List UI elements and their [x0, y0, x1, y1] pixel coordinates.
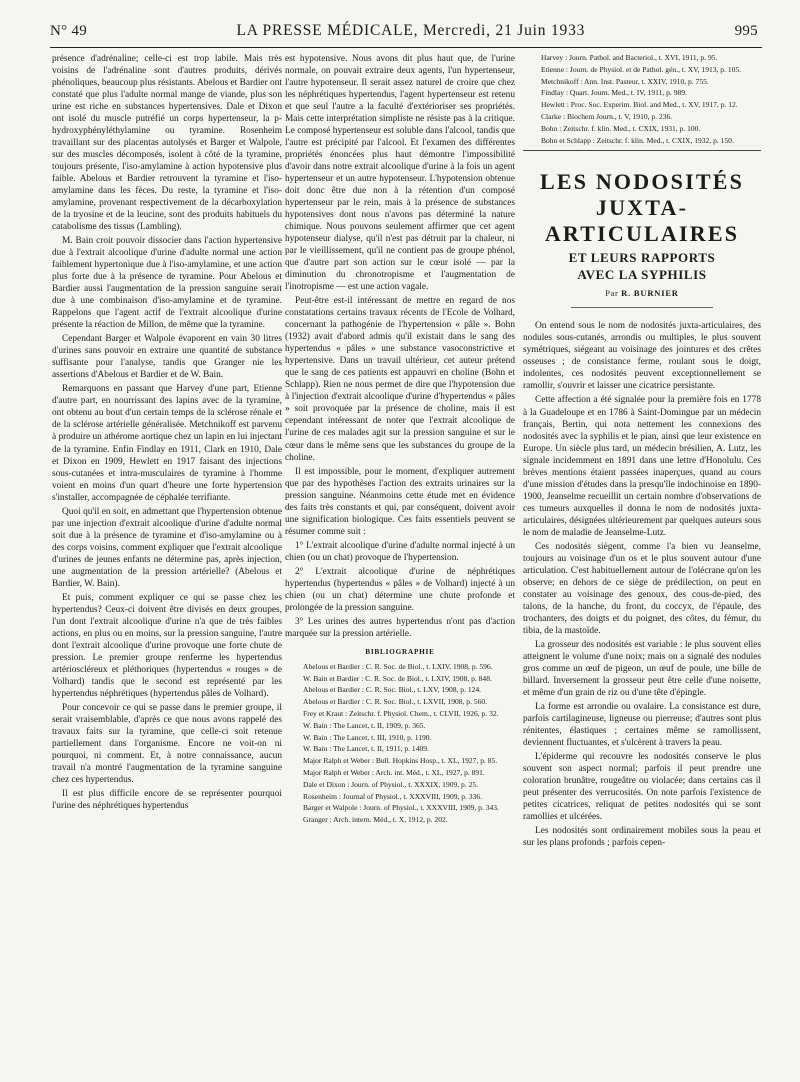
bibliography-entry: Abelous et Bardier : C. R. Soc. Biol., t. LXVII, 1908, p. 560. — [303, 697, 488, 707]
bibliography-entry: Hewlett : Proc. Soc. Experim. Biol. and Med., t. XV, 1917, p. 12. — [541, 100, 738, 110]
author-name: R. BURNIER — [621, 288, 679, 299]
paragraph: M. Bain croit pouvoir dissocier dans l'action hypertensive due à l'extrait alcoolique d'urine d'adulte normal une action faiblement hypertonique due à l'iso-amylamine, et une action plus forte due à la présence de tyramine. Pour Abelous et Bardier aussi l'augmentation de la pression sanguine serait due à une combinaison d'iso-amylamine et de tyramine. Rappelons que l'agent actif de l'extrait alcoolique d'urine présente la réaction de Millon, de même que la tyramine. — [52, 236, 282, 331]
bibliography-list — [285, 662, 515, 825]
page-number: 995 — [734, 23, 758, 39]
article-separator — [523, 150, 761, 151]
article-body — [523, 320, 761, 849]
paragraph: Les nodosités sont ordinairement mobiles sous la peau et sur les plans profonds ; parfois cepen- — [523, 826, 761, 849]
bibliography-entry: Barger et Walpole : Journ. of Physiol., t. XXXVIII, 1909, p. 343. — [303, 803, 499, 813]
paragraph: Pour concevoir ce qui se passe dans le premier groupe, il serait vraisemblable, d'après ce que nous avons rappelé des travaux faits sur la tyramine, que celle-ci soit retenue partiellement dans l'organisme. Encore ne voit-on ni pourquoi, ni comment. Et, à notre connaissance, aucun travail n'a montré l'augmentation de la tyramine sanguine chez ces hypertendus. — [52, 702, 282, 785]
article-subtitle-line: AVEC LA SYPHILIS — [577, 267, 707, 283]
bibliography-entry: W. Bain et Bardier : C. R. Soc. de Biol., t. LXIV, 1908, p. 848. — [303, 673, 492, 683]
journal-title: LA PRESSE MÉDICALE, Mercredi, 21 Juin 1933 — [236, 22, 586, 39]
bibliography-heading: BIBLIOGRAPHIE — [365, 647, 435, 656]
bibliography-entry: Clarke : Biochem Journ., t. V, 1910, p. 236. — [541, 111, 673, 121]
paragraph: On entend sous le nom de nodosités juxta-articulaires, des nodules sous-cutanés, arrondis ou multiples, le plus souvent symétriques, siégeant au voisinage des jointures et des crêtes osseuses ; de consistance ferme, roulant sous le doigt, indolentes, ces nodosités peuvent exceptionnellement se ramollir, s'ouvrir et laisser une cicatrice persistante. — [523, 321, 761, 392]
article-subtitle-line: ET LEURS RAPPORTS — [568, 250, 716, 266]
bibliography-continued — [523, 53, 761, 145]
article-title-line: JUXTA-ARTICULAIRES — [544, 195, 740, 247]
byline-prefix: Par — [605, 288, 619, 299]
paragraph: Et puis, comment expliquer ce qui se passe chez les hypertendus? Ceux-ci doivent être divisés en deux groupes, l'un dont l'extrait alcoolique d'urine n'a que de très faibles actions, en plus ou en moins, sur la pression sanguine, l'autre dont l'extrait alcoolique d'urine provoque une forte chute de pression. Le premier groupe renferme les hypertendus artérioscléreux et pléthoriques (hypertendus « rouges » de Volhard) tandis que le second est représenté par les hypertendus néphrétiques (hypertendus pâles de Volhard). — [52, 592, 282, 699]
bibliography-entry: Frey et Kraut : Zeitschr. f. Physiol. Chem., t. CLVII, 1926, p. 32. — [303, 708, 499, 718]
column-right — [523, 53, 761, 851]
paragraph: L'épiderme qui recouvre les nodosités conserve le plus souvent son aspect normal; parfois il peut prendre une coloration brunâtre, rougeâtre ou violacée; dans certains cas il peut présenter des verrucosités. On note parfois l'existence de petites cicatrices, reliquat de petites nodosités qui se sont ramollies et ulcérées. — [523, 751, 761, 823]
bibliography-entry: Major Ralph et Weber : Bull. Hopkins Hosp., t. XL, 1927, p. 85. — [303, 756, 498, 766]
paragraph: Il est plus difficile encore de se représenter pourquoi l'urine des néphrétiques hypertendus — [52, 788, 282, 811]
bibliography-entry: Dale et Dixon : Journ. of Physiol., t. XXXIX, 1909, p. 25. — [303, 779, 479, 789]
byline-rule — [571, 307, 714, 308]
bibliography-entry: Major Ralph et Weber : Arch. int. Méd., t. XL, 1927, p. 891. — [303, 767, 485, 777]
paragraph: 3° Les urines des autres hypertendus n'ont pas d'action marquée sur la pression artérielle. — [285, 616, 515, 639]
bibliography-entry: Rosenheim : Journal of Physiol., t. XXXVIII, 1909, p. 336. — [303, 791, 483, 801]
bibliography-entry: Bohn : Zeitschr. f. klin. Med., t. CXIX, 1931, p. 100. — [541, 123, 701, 133]
paragraph: présence d'adrénaline; celle-ci est trop labile. Mais très voisins de l'adrénaline sont d'autres produits, dérivés phénoliques, beaucoup plus résistants. Abelous et Bardier ont constaté que plus l'adulte normal mange de viande, plus son urine est riche en substances hypertensives. Dale et Dixon ont isolé du muscle putréfié un corps hypertenseur, la p-hydroxyphényléthylamine ou tyramine. Rosenheim travaillant sur des placentas autolysés et Barger et Walpole, sur des muscles décomposés, isolent à côté de la tyramine, toujours présente, l'iso-amylamine à action hypotensive plus faible. Abelous et Bardier retrouvent la tyramine et l'iso-amylamine dans les fèces. Du reste, la tyramine et l'iso-amylamine, provenant respectivement de la décarboxylation de la tryosine et de la leucine, sont des produits habituels du catabolisme des tissus (Lambling). — [52, 54, 282, 233]
bibliography-entry: Findlay : Quart. Journ. Med., t. IV, 1911, p. 989. — [541, 88, 687, 98]
article-subtitle — [523, 249, 761, 283]
issue-number: N° 49 — [50, 23, 88, 39]
paragraph: La forme est arrondie ou ovalaire. La consistance est dure, parfois cartilagineuse, ligneuse ou pierreuse; d'autres sont plus rénitentes, élastiques ; certaines même se ramollissent, deviennent fluctuantes, et s'ulcèrent à travers la peau. — [523, 701, 761, 748]
bibliography-entry: Bohn et Schlapp : Zeitschr. f. klin. Med., t. CXIX, 1932, p. 150. — [541, 135, 734, 145]
paragraph: est hypotensive. Nous avons dit plus haut que, de l'urine normale, on pouvait extraire deux agents, l'un hypertenseur, l'autre hypotenseur. Il serait assez naturel de croire que chez les néphrétiques hypertendus, l'agent hypertenseur est retenu et que seul l'autre a la faculté d'extérioriser ses propriétés. Mais cette interprétation simpliste ne résiste pas à la critique. Le composé hypertenseur est soluble dans l'alcool, tandis que l'autre est précipité par l'alcool. Et l'examen des différentes propriétés énoncées plus haut démontre l'impossibilité d'avoir dans notre extrait alcoolique d'urine à la fois un agent hypertenseur et un autre hypotenseur. L'hypotension obtenue doit donc être due non à la rétention d'un composé hypertenseur par le rein, mais à la présence de substances hypotensives dont nous n'avons pas déterminé la nature chimique. Nous pouvons seulement affirmer que cet agent hypotenseur dialyse, qu'il n'est pas détruit par la chaleur, ni par le vieillissement, qu'il ne contient pas de groupe phénol, que d'autre part son action sur le cœur isolé — par la diminution du chronotropisme et l'augmentation de l'inotropisme — est une action vagale. — [285, 54, 515, 293]
paragraph: 1° L'extrait alcoolique d'urine d'adulte normal injecté à un chien (ou un chat) provoque de l'hypertension. — [285, 540, 515, 563]
article-title — [523, 169, 761, 247]
bibliography-entry: Etienne : Journ. de Physiol. et de Pathol. gén., t. XV, 1913, p. 105. — [541, 64, 742, 74]
paragraph: Peut-être est-il intéressant de mettre en regard de nos constatations certains travaux récents de l'Ecole de Volhard, concernant la pathogénie de l'hypertension « pâle ». Bohn (1932) avait d'abord admis qu'il existait dans le sang des hypertendus « pâles » une substance vasoconstrictive et hypertensive. Dans un travail ultérieur, cet auteur prétend que le sang de ces patients est appauvri en choline (Bohn et Schlapp). Rien ne nous permet de dire que l'hypotension due à l'injection d'extrait alcoolique d'urine d'hypertendus « pâles » soit provoquée par la présence de choline, mais il est cependant intéressant de noter que l'extrait alcoolique de l'urine de ces malades agit sur la pression sanguine et sur le cœur dans le même sens que les substances du groupe de la choline. — [285, 296, 515, 463]
paragraph: Cependant Barger et Walpole évaporent en vain 30 litres d'urines sans pouvoir en extraire une quantité de substance suffisante pour l'analyse, tandis que Granger nie les assertions d'Abelous et Bardier et de W. Bain. — [52, 334, 282, 381]
paragraph: Remarquons en passant que Harvey d'une part, Etienne d'autre part, en nourrissant des lapins avec de la tyramine, ont obtenu au bout d'un certain temps de la sclérose rénale et de la sclérose artérielle généralisée. Metchnikoff est parvenu à produire un athérome aortique chez un lapin en lui injectant de la tyramine. Enfin Findlay en 1911, Clark en 1910, Dale et Dixon en 1909, Hewlett en 1917 faisant des injections sous-cutanées et intra-musculaires de tyramine à l'homme voient en moins d'un quart d'heure une forte hypertension s'installer, accompagnée de céphalée terrifiante. — [52, 384, 282, 503]
page-header — [50, 22, 758, 48]
column-middle — [285, 53, 515, 827]
bibliography-entry: Abelous et Bardier : C. R. Soc. Biol., t. LXV, 1908, p. 124. — [303, 685, 482, 695]
bibliography-entry: W. Bain : The Lancet, t. II, 1909, p. 365. — [303, 720, 426, 730]
bibliography-entry: Granger : Arch. intern. Méd., t. X, 1912, p. 202. — [303, 815, 448, 825]
bibliography-entry: Harvey : Journ. Pathol. and Bacteriol., t. XVI, 1911, p. 95. — [541, 53, 718, 62]
column-left — [52, 53, 282, 814]
paragraph: Cette affection a été signalée pour la première fois en 1778 à la Guadeloupe et en 1786 à Saint-Domingue par un médecin français, Bertin, qui nota nettement les connexions des nodosités avec la syphilis et le pian, ainsi que leur existence en Europe. Un siècle plus tard, un médecin brésilien, A. Lutz, les signale incidemment en 1891 dans une lettre d'Honolulu. Ces brèves mentions étaient passées inaperçues, quand au cours d'une mission d'études dans la presqu'île indochinoise en 1890-1900, Jeanselme recueillit un certain nombre d'observations de ces tumeurs auxquelles il donna le nom de nodosités juxta-articulaires, désignées ultérieurement par quelques auteurs sous le nom de maladie de Jeanselme-Lutz. — [523, 395, 761, 538]
bibliography-entry: W. Bain : The Lancet, t. II, 1911, p. 1409. — [303, 744, 429, 754]
article-title-line: LES NODOSITÉS — [539, 169, 745, 195]
paragraph: Ces nodosités siègent, comme l'a bien vu Jeanselme, toujours au voisinage d'un os et le plus souvent autour d'une articulation. C'est habituellement autour de l'olécrane qu'on les observe; en dehors de ce siège de prédilection, on peut en constater au voisinage des genoux, des cous-de-pied, des talons, de la hanche, du front, du coccyx, de l'épaule, des trochanters, des doigts et du poignet, des côtes, du fémur, du tibia, de la mastoïde. — [523, 541, 761, 636]
bibliography-entry: Metchnikoff : Ann. Inst. Pasteur, t. XXIV, 1910, p. 755. — [541, 76, 709, 86]
paragraph: Il est impossible, pour le moment, d'expliquer autrement que par des hypothèses l'action des extraits urinaires sur la pression sanguine. Néanmoins cette étude met en évidence des faits très constants et qui, par conséquent, doivent avoir une signification biologique. Ces faits essentiels peuvent se résumer comme suit : — [285, 466, 515, 537]
paragraph: Quoi qu'il en soit, en admettant que l'hypertension obtenue par une injection d'extrait alcoolique d'urine d'adulte normal soit due à la présence de tyramine et d'iso-amylamine ou à des corps voisins, comment expliquer que l'extrait alcoolique d'urines de jeunes enfants ne détermine pas, après injection, une augmentation de la pression artérielle? (Abelous et Bardier, W. Bain). — [52, 506, 282, 589]
bibliography-entry: Abelous et Bardier : C. R. Soc. de Biol., t. LXIV, 1908, p. 596. — [303, 661, 493, 671]
bibliography-entry: W. Bain : The Lancet, t. III, 1910, p. 1190. — [303, 732, 432, 742]
paragraph: 2° L'extrait alcoolique d'urine de néphrétiques hypertendus (hypertendus « pâles » de Volhard) injecté à un chien (ou un chat) détermine une chute profonde et prolongée de la pression sanguine. — [285, 566, 515, 613]
header-rule — [50, 47, 762, 48]
article-byline — [523, 287, 761, 299]
paragraph: La grosseur des nodosités est variable : le plus souvent elles atteignent le volume d'une noix; mais on a signalé des nodules gros comme un œuf de pigeon, un œuf de poule, une bille de billard. Inversement la grosseur peut être celle d'une noisette, et même d'un grain de riz ou d'une tête d'épingle. — [523, 639, 761, 698]
